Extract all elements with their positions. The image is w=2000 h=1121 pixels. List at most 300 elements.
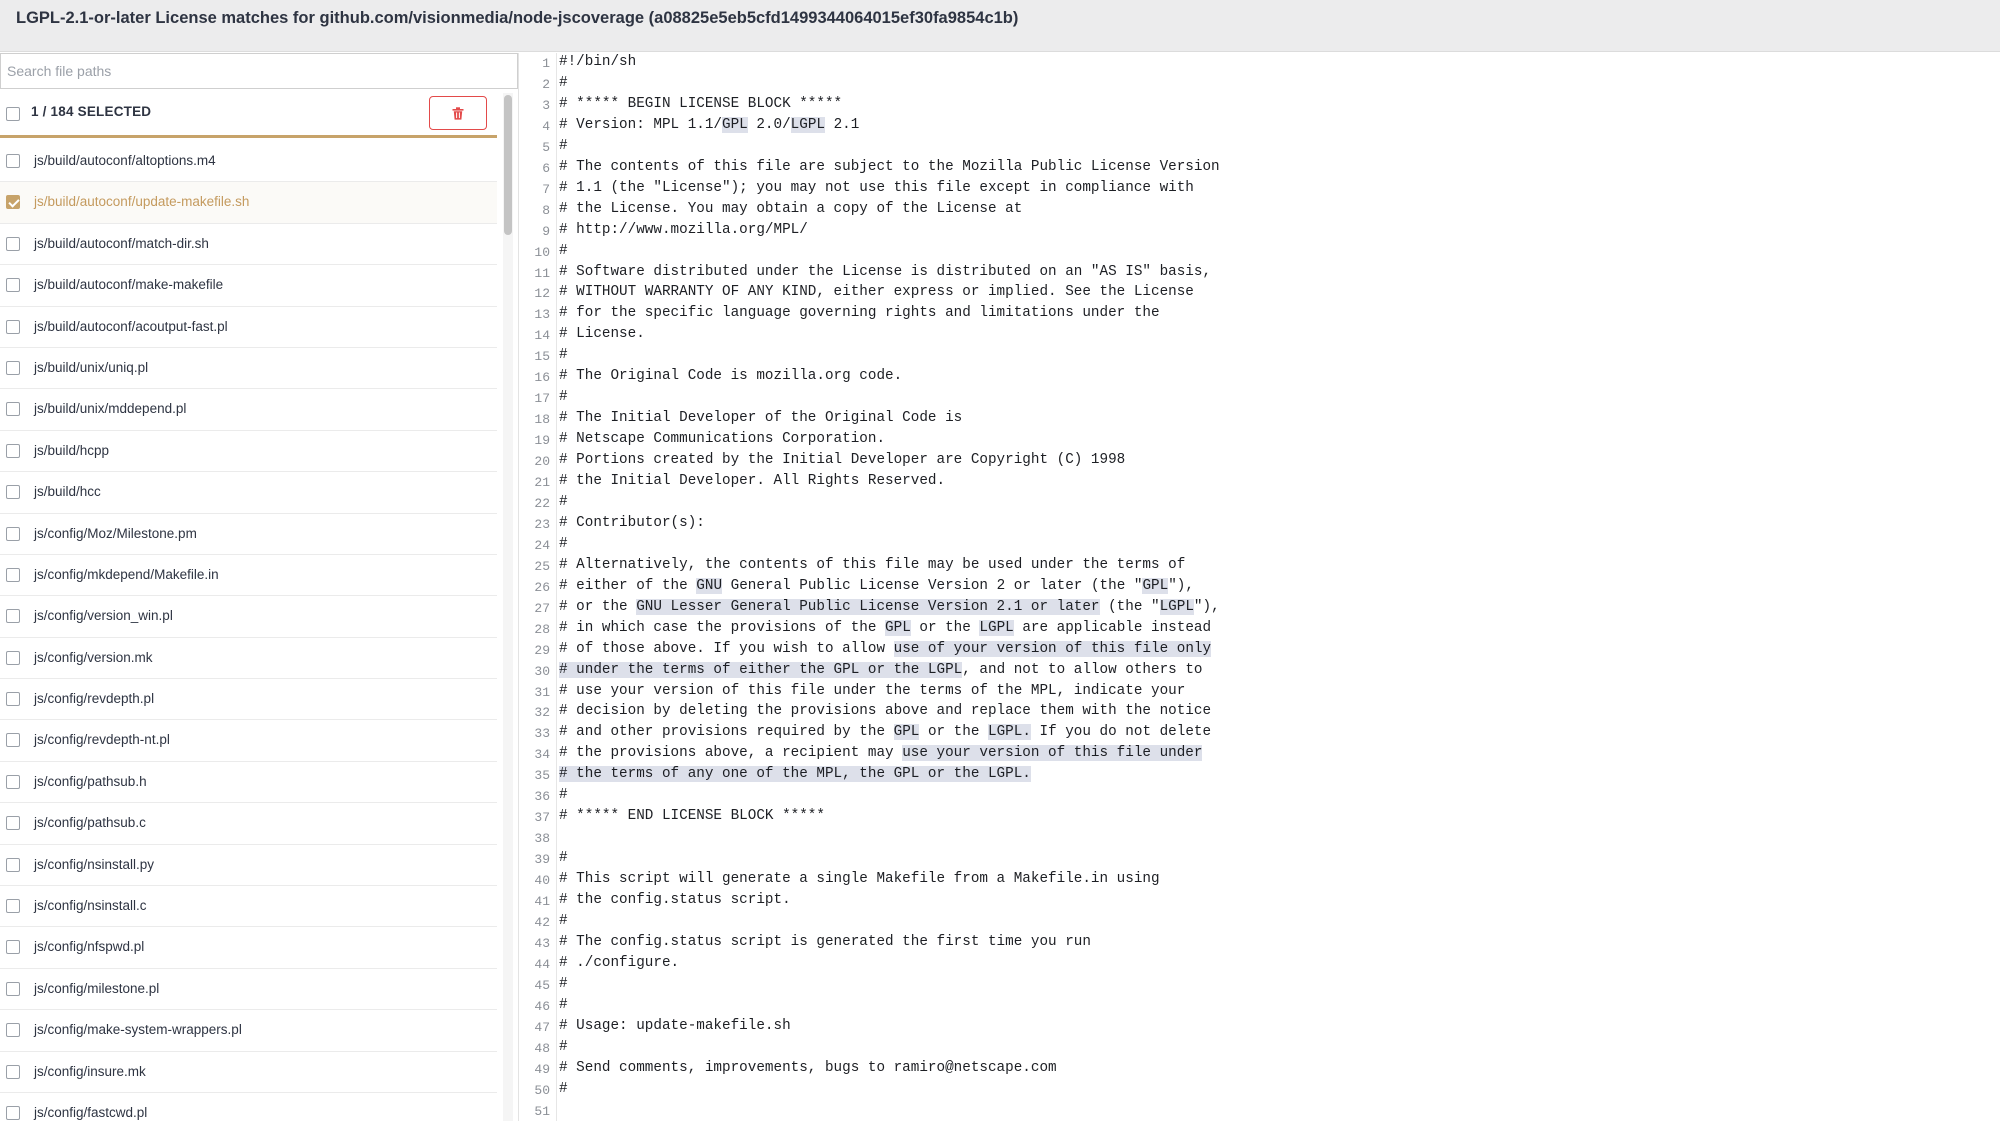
code-text: # of those above. If you wish to allow bbox=[559, 640, 894, 657]
code-text: # ***** END LICENSE BLOCK ***** bbox=[559, 808, 825, 825]
file-path[interactable]: js/config/revdepth.pl bbox=[34, 691, 155, 707]
code-line bbox=[520, 682, 2000, 703]
file-row[interactable] bbox=[0, 1010, 497, 1051]
line-number: 38 bbox=[534, 831, 550, 847]
line-text bbox=[559, 724, 1211, 740]
code-line bbox=[520, 137, 2000, 158]
code-line bbox=[520, 493, 2000, 514]
code-text: or the bbox=[910, 619, 980, 636]
file-checkbox[interactable] bbox=[6, 154, 20, 168]
code-text: # bbox=[559, 242, 568, 259]
code-line bbox=[520, 200, 2000, 221]
line-number: 37 bbox=[534, 810, 550, 826]
code-line bbox=[520, 304, 2000, 325]
code-text: # bbox=[559, 975, 568, 992]
line-number: 8 bbox=[542, 202, 550, 218]
file-checkbox[interactable] bbox=[6, 899, 20, 913]
line-text bbox=[559, 955, 679, 971]
file-checkbox[interactable] bbox=[6, 609, 20, 623]
file-path[interactable]: js/config/pathsub.h bbox=[34, 773, 147, 789]
file-row[interactable] bbox=[0, 969, 497, 1010]
line-number: 28 bbox=[534, 621, 550, 637]
line-number: 14 bbox=[534, 328, 550, 344]
code-line bbox=[520, 828, 2000, 849]
file-row[interactable] bbox=[0, 555, 497, 596]
license-match-highlight: LGPL bbox=[790, 116, 825, 133]
line-number: 39 bbox=[534, 852, 550, 868]
line-text bbox=[559, 515, 705, 531]
line-number: 24 bbox=[534, 537, 550, 553]
code-text: # bbox=[559, 74, 568, 91]
code-line bbox=[520, 1017, 2000, 1038]
license-match-highlight: GNU bbox=[696, 577, 723, 594]
file-checkbox[interactable] bbox=[6, 444, 20, 458]
code-text: # bbox=[559, 996, 568, 1013]
line-number: 16 bbox=[534, 370, 550, 386]
license-match-highlight: GPL bbox=[885, 619, 911, 636]
file-path[interactable]: js/config/fastcwd.pl bbox=[34, 1104, 148, 1120]
code-text: # Portions created by the Initial Developer are Copyright (C) 1998 bbox=[559, 452, 1126, 469]
page-header bbox=[0, 0, 2000, 52]
file-path[interactable]: js/config/nsinstall.c bbox=[34, 898, 147, 914]
line-text bbox=[559, 264, 1211, 280]
file-checkbox[interactable] bbox=[6, 361, 20, 375]
code-line bbox=[520, 346, 2000, 367]
scrollbar-thumb[interactable] bbox=[504, 95, 512, 235]
file-row[interactable] bbox=[0, 431, 497, 472]
code-text: # or the bbox=[559, 598, 637, 615]
license-match-highlight: GNU Lesser General Public License Version 2.1 or later bbox=[636, 598, 1100, 615]
code-text: # The Initial Developer of the Original Code is bbox=[559, 410, 963, 427]
code-line bbox=[520, 640, 2000, 661]
license-match-highlight: LGPL bbox=[979, 619, 1014, 636]
file-row[interactable] bbox=[0, 638, 497, 679]
line-text bbox=[559, 1081, 568, 1097]
file-row[interactable] bbox=[0, 803, 497, 844]
code-viewer bbox=[520, 53, 2000, 1121]
line-text bbox=[559, 683, 1185, 699]
file-path[interactable]: js/config/Moz/Milestone.pm bbox=[34, 525, 197, 541]
code-line bbox=[520, 891, 2000, 912]
line-text bbox=[559, 850, 568, 866]
code-line bbox=[520, 1038, 2000, 1059]
line-text bbox=[559, 1060, 1057, 1076]
line-number: 12 bbox=[534, 286, 550, 302]
license-match-highlight: # under the terms of either the GPL or the LGPL bbox=[559, 661, 963, 678]
line-text bbox=[559, 703, 1211, 719]
code-text: # WITHOUT WARRANTY OF ANY KIND, either express or implied. See the License bbox=[559, 284, 1194, 301]
line-number: 29 bbox=[534, 642, 550, 658]
file-path[interactable]: js/build/autoconf/update-makefile.sh bbox=[34, 194, 250, 210]
line-text bbox=[559, 368, 902, 384]
file-path[interactable]: js/build/autoconf/match-dir.sh bbox=[34, 235, 209, 251]
line-text bbox=[559, 620, 1211, 636]
file-list bbox=[0, 141, 497, 1121]
file-path[interactable]: js/build/autoconf/altoptions.m4 bbox=[34, 153, 216, 168]
line-number: 40 bbox=[534, 873, 550, 889]
code-line bbox=[520, 95, 2000, 116]
file-row[interactable] bbox=[0, 389, 497, 430]
line-number: 22 bbox=[534, 495, 550, 511]
line-number: 48 bbox=[534, 1040, 550, 1056]
line-text bbox=[559, 452, 1125, 468]
code-text: are applicable instead bbox=[1013, 619, 1212, 636]
code-line bbox=[520, 179, 2000, 200]
code-line bbox=[520, 451, 2000, 472]
selection-bar bbox=[0, 90, 497, 138]
code-text: # http://www.mozilla.org/MPL/ bbox=[559, 221, 808, 238]
code-text: # Alternatively, the contents of this file may be used under the terms of bbox=[559, 556, 1186, 573]
code-text: #!/bin/sh bbox=[559, 54, 637, 70]
file-row[interactable] bbox=[0, 1052, 497, 1093]
line-number: 5 bbox=[542, 139, 550, 155]
line-number: 27 bbox=[534, 600, 550, 616]
line-number: 33 bbox=[534, 726, 550, 742]
code-text: # The config.status script is generated the first time you run bbox=[559, 933, 1091, 950]
code-line bbox=[520, 367, 2000, 388]
code-text: # and other provisions required by the bbox=[559, 724, 894, 741]
file-row[interactable] bbox=[0, 514, 497, 555]
file-row[interactable] bbox=[0, 720, 497, 761]
code-line bbox=[520, 535, 2000, 556]
file-checkbox[interactable] bbox=[6, 278, 20, 292]
code-line bbox=[520, 514, 2000, 535]
code-line bbox=[520, 263, 2000, 284]
code-line bbox=[520, 702, 2000, 723]
line-text bbox=[559, 892, 791, 908]
line-number: 10 bbox=[534, 244, 550, 260]
line-text bbox=[559, 662, 1202, 678]
code-text: # either of the bbox=[559, 577, 697, 594]
code-text: # bbox=[559, 1038, 568, 1055]
code-text: # use your version of this file under the terms of the MPL, indicate your bbox=[559, 682, 1186, 699]
line-number: 44 bbox=[534, 956, 550, 972]
file-row[interactable] bbox=[0, 472, 497, 513]
code-line bbox=[520, 1080, 2000, 1101]
line-text bbox=[559, 96, 842, 112]
code-text: "), bbox=[1168, 577, 1194, 594]
code-text: # The Original Code is mozilla.org code. bbox=[559, 368, 903, 385]
file-checkbox[interactable] bbox=[6, 982, 20, 996]
line-number: 4 bbox=[542, 118, 550, 134]
code-text: # bbox=[559, 912, 568, 929]
line-text bbox=[559, 745, 1202, 761]
file-list-scrollbar[interactable] bbox=[503, 93, 513, 1121]
line-text bbox=[559, 284, 1194, 300]
code-line bbox=[520, 221, 2000, 242]
file-row[interactable] bbox=[0, 141, 497, 182]
code-text: 2.1 bbox=[825, 116, 860, 133]
code-line bbox=[520, 577, 2000, 598]
code-line bbox=[520, 74, 2000, 95]
line-number: 47 bbox=[534, 1019, 550, 1035]
file-path[interactable]: js/build/hcpp bbox=[34, 442, 110, 458]
code-text: # the License. You may obtain a copy of the License at bbox=[559, 200, 1023, 217]
line-number: 1 bbox=[542, 56, 550, 71]
line-text bbox=[559, 389, 568, 405]
file-row[interactable] bbox=[0, 1093, 497, 1121]
line-text bbox=[559, 913, 568, 929]
file-checkbox[interactable] bbox=[6, 816, 20, 830]
line-number: 43 bbox=[534, 935, 550, 951]
line-text bbox=[559, 54, 636, 70]
line-number: 11 bbox=[534, 265, 550, 281]
code-text: (the " bbox=[1099, 598, 1160, 615]
file-row[interactable] bbox=[0, 224, 497, 265]
code-line bbox=[520, 933, 2000, 954]
line-number: 49 bbox=[534, 1061, 550, 1077]
line-text bbox=[559, 117, 859, 133]
line-number: 31 bbox=[534, 684, 550, 700]
file-row[interactable] bbox=[0, 886, 497, 927]
code-line bbox=[520, 53, 2000, 74]
file-checkbox[interactable] bbox=[6, 692, 20, 706]
code-line bbox=[520, 744, 2000, 765]
code-text: # Usage: update-makefile.sh bbox=[559, 1017, 791, 1034]
line-text bbox=[559, 578, 1194, 594]
line-number: 46 bbox=[534, 998, 550, 1014]
code-text: # in which case the provisions of the bbox=[559, 619, 886, 636]
code-text: 2.0/ bbox=[747, 116, 791, 133]
line-text bbox=[559, 787, 568, 803]
file-checkbox[interactable] bbox=[6, 237, 20, 251]
line-text bbox=[559, 557, 1185, 573]
code-line bbox=[520, 765, 2000, 786]
file-row[interactable] bbox=[0, 679, 497, 720]
file-checkbox[interactable] bbox=[6, 940, 20, 954]
code-text: # The contents of this file are subject to the Mozilla Public License Version bbox=[559, 158, 1220, 175]
line-text bbox=[559, 201, 1022, 217]
code-line bbox=[520, 954, 2000, 975]
line-text bbox=[559, 808, 825, 824]
line-text bbox=[559, 976, 568, 992]
line-text bbox=[559, 641, 1211, 657]
code-line bbox=[520, 849, 2000, 870]
file-checkbox[interactable] bbox=[6, 1023, 20, 1037]
file-checkbox[interactable] bbox=[6, 1106, 20, 1120]
file-row[interactable] bbox=[0, 182, 497, 223]
code-text: # bbox=[559, 1080, 568, 1097]
file-path[interactable]: js/config/mkdepend/Makefile.in bbox=[34, 566, 219, 582]
line-text bbox=[559, 222, 808, 238]
line-number: 2 bbox=[542, 76, 550, 92]
line-text bbox=[559, 766, 1031, 782]
file-path[interactable]: js/build/unix/uniq.pl bbox=[34, 359, 149, 375]
code-text: # ***** BEGIN LICENSE BLOCK ***** bbox=[559, 95, 843, 112]
code-line bbox=[520, 975, 2000, 996]
line-number: 18 bbox=[534, 412, 550, 428]
code-text: # 1.1 (the "License"); you may not use this file except in compliance with bbox=[559, 179, 1194, 196]
file-checkbox[interactable] bbox=[6, 733, 20, 747]
file-row[interactable] bbox=[0, 927, 497, 968]
code-line bbox=[520, 598, 2000, 619]
file-checkbox[interactable] bbox=[6, 195, 20, 209]
line-text bbox=[559, 1039, 568, 1055]
file-path[interactable]: js/build/autoconf/make-makefile bbox=[34, 277, 224, 293]
file-row[interactable] bbox=[0, 596, 497, 637]
line-text bbox=[559, 871, 1160, 887]
line-number: 25 bbox=[534, 558, 550, 574]
code-text: # the config.status script. bbox=[559, 892, 791, 908]
page-title: LGPL-2.1-or-later License matches for github.com/visionmedia/node-jscoverage (a08825e5eb5cfd1499344064015ef30fa9854c1b) bbox=[16, 9, 1019, 27]
code-line bbox=[520, 116, 2000, 137]
line-number: 19 bbox=[534, 433, 550, 449]
file-checkbox[interactable] bbox=[6, 527, 20, 541]
file-checkbox[interactable] bbox=[6, 320, 20, 334]
code-line bbox=[520, 619, 2000, 640]
file-row[interactable] bbox=[0, 762, 497, 803]
line-text bbox=[559, 997, 568, 1013]
code-text: "), bbox=[1193, 598, 1220, 615]
code-text: # decision by deleting the provisions above and replace them with the notice bbox=[559, 703, 1212, 720]
code-line bbox=[520, 786, 2000, 807]
code-text: # the Initial Developer. All Rights Reserved. bbox=[559, 473, 946, 489]
line-number: 20 bbox=[534, 454, 550, 470]
code-line bbox=[520, 283, 2000, 304]
code-line bbox=[520, 242, 2000, 263]
line-number: 3 bbox=[542, 97, 550, 113]
code-text: # This script will generate a single Makefile from a Makefile.in using bbox=[559, 871, 1160, 888]
delete-selected-button[interactable] bbox=[429, 96, 487, 130]
code-text: # bbox=[559, 137, 568, 154]
line-text bbox=[559, 1018, 791, 1034]
code-text: , and not to allow others to bbox=[962, 661, 1203, 678]
file-checkbox[interactable] bbox=[6, 651, 20, 665]
code-text: # the provisions above, a recipient may bbox=[559, 745, 903, 762]
license-match-highlight: GPL bbox=[722, 116, 748, 133]
line-text bbox=[559, 305, 1160, 321]
file-row[interactable] bbox=[0, 845, 497, 886]
line-number: 30 bbox=[534, 663, 550, 679]
file-path[interactable]: js/build/unix/mddepend.pl bbox=[34, 401, 187, 417]
line-text bbox=[559, 347, 568, 363]
file-row[interactable] bbox=[0, 307, 497, 348]
code-line bbox=[520, 912, 2000, 933]
license-match-highlight: GPL bbox=[893, 724, 920, 741]
code-line bbox=[520, 158, 2000, 179]
file-checkbox[interactable] bbox=[6, 568, 20, 582]
line-number: 7 bbox=[542, 181, 550, 197]
line-number: 9 bbox=[542, 223, 550, 239]
code-line bbox=[520, 661, 2000, 682]
file-checkbox[interactable] bbox=[6, 402, 20, 416]
license-match-highlight: use of your version of this file only bbox=[893, 640, 1212, 657]
line-text bbox=[559, 473, 945, 489]
selection-count: 1 / 184 SELECTED bbox=[31, 104, 152, 119]
code-line bbox=[520, 1059, 2000, 1080]
line-number: 42 bbox=[534, 914, 550, 930]
line-number: 32 bbox=[534, 705, 550, 721]
code-line bbox=[520, 409, 2000, 430]
search-box[interactable] bbox=[0, 53, 518, 89]
line-text bbox=[559, 599, 1220, 615]
line-number: 26 bbox=[534, 579, 550, 595]
line-number: 6 bbox=[542, 160, 550, 176]
select-all-checkbox[interactable] bbox=[6, 107, 20, 121]
line-text bbox=[559, 536, 568, 552]
line-text bbox=[559, 934, 1091, 950]
line-text bbox=[559, 180, 1194, 196]
code-text: General Public License Version 2 or later (the " bbox=[722, 577, 1143, 594]
line-number: 45 bbox=[534, 977, 550, 993]
line-number: 41 bbox=[534, 894, 550, 909]
file-path[interactable]: js/config/insure.mk bbox=[34, 1063, 146, 1079]
file-path[interactable]: js/config/nsinstall.py bbox=[34, 856, 155, 872]
file-checkbox[interactable] bbox=[6, 1065, 20, 1079]
line-number: 50 bbox=[534, 1082, 550, 1098]
license-match-highlight: GPL bbox=[1142, 577, 1169, 594]
code-text: # bbox=[559, 535, 568, 552]
file-checkbox[interactable] bbox=[6, 775, 20, 789]
code-line bbox=[520, 996, 2000, 1017]
trash-icon bbox=[452, 107, 464, 120]
line-number: 35 bbox=[534, 768, 550, 784]
code-text: # Contributor(s): bbox=[559, 514, 705, 531]
file-path[interactable]: js/config/nfspwd.pl bbox=[34, 939, 145, 955]
code-text: # Send comments, improvements, bugs to ramiro@netscape.com bbox=[559, 1059, 1057, 1076]
code-text: If you do not delete bbox=[1030, 724, 1212, 741]
line-text bbox=[559, 326, 645, 342]
file-checkbox[interactable] bbox=[6, 485, 20, 499]
code-text: # for the specific language governing rights and limitations under the bbox=[559, 305, 1160, 322]
file-row[interactable] bbox=[0, 348, 497, 389]
file-path[interactable]: js/config/version.mk bbox=[34, 649, 153, 665]
code-line bbox=[520, 723, 2000, 744]
line-number: 34 bbox=[534, 747, 550, 763]
license-match-highlight: use your version of this file under bbox=[902, 745, 1203, 762]
line-number: 13 bbox=[534, 307, 550, 323]
code-text: # Software distributed under the License is distributed on an "AS IS" basis, bbox=[559, 263, 1212, 280]
code-text: # Netscape Communications Corporation. bbox=[559, 431, 886, 448]
file-path[interactable]: js/build/hcc bbox=[34, 484, 101, 500]
code-line bbox=[520, 388, 2000, 409]
code-text: # bbox=[559, 347, 568, 364]
file-path[interactable]: js/build/autoconf/acoutput-fast.pl bbox=[34, 318, 228, 334]
line-text bbox=[559, 431, 885, 447]
line-number: 51 bbox=[534, 1103, 550, 1119]
line-text bbox=[559, 243, 568, 259]
code-text: # Version: MPL 1.1/ bbox=[559, 116, 723, 133]
file-checkbox[interactable] bbox=[6, 858, 20, 872]
code-text: # bbox=[559, 787, 568, 804]
file-path[interactable]: js/config/make-system-wrappers.pl bbox=[34, 1022, 242, 1038]
file-path[interactable]: js/config/pathsub.c bbox=[34, 815, 146, 831]
code-line bbox=[520, 325, 2000, 346]
file-path[interactable]: js/config/milestone.pl bbox=[34, 980, 160, 996]
line-text bbox=[559, 75, 568, 91]
search-input[interactable] bbox=[1, 54, 517, 88]
code-text: # bbox=[559, 850, 568, 867]
license-match-highlight: # the terms of any one of the MPL, the GPL or the LGPL. bbox=[559, 766, 1031, 783]
code-text: or the bbox=[919, 724, 988, 741]
code-line bbox=[520, 1101, 2000, 1121]
code-line bbox=[520, 430, 2000, 451]
file-sidebar bbox=[0, 53, 519, 1121]
code-text: # bbox=[559, 493, 568, 510]
file-path[interactable]: js/config/version_win.pl bbox=[34, 608, 173, 624]
line-text bbox=[559, 159, 1220, 175]
code-text: # bbox=[559, 389, 568, 406]
file-row[interactable] bbox=[0, 265, 497, 306]
code-line bbox=[520, 870, 2000, 891]
line-number: 36 bbox=[534, 789, 550, 805]
code-line bbox=[520, 472, 2000, 493]
line-number: 15 bbox=[534, 349, 550, 365]
license-match-highlight: LGPL. bbox=[988, 724, 1031, 741]
line-number: 23 bbox=[534, 516, 550, 532]
file-path[interactable]: js/config/revdepth-nt.pl bbox=[34, 732, 170, 748]
line-text bbox=[559, 410, 962, 426]
